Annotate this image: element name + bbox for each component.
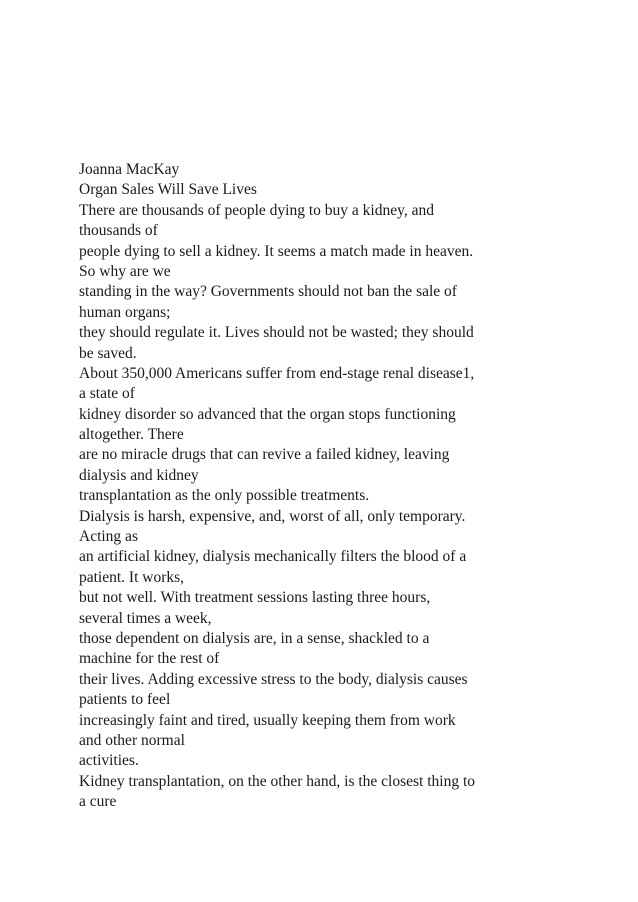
text-line: patients to feel [79,691,171,709]
text-line: are no miracle drugs that can revive a failed kidney, leaving [79,446,450,464]
text-line: Dialysis is harsh, expensive, and, worst of all, only temporary. [79,507,466,525]
text-line: a cure [79,793,117,811]
text-line: There are thousands of people dying to buy a kidney, and [79,201,434,219]
text-line: altogether. There [79,426,184,444]
text-line: So why are we [79,262,171,280]
text-line: and other normal [79,731,185,749]
text-line: an artificial kidney, dialysis mechanically filters the blood of a [79,548,467,566]
text-line: but not well. With treatment sessions lasting three hours, [79,589,431,607]
text-line: people dying to sell a kidney. It seems a match made in heaven. [79,242,474,260]
document-body [79,160,599,813]
text-line: dialysis and kidney [79,466,199,484]
text-line: Acting as [79,528,138,546]
text-line: transplantation as the only possible treatments. [79,487,370,505]
text-line: thousands of [79,222,158,240]
text-line: they should regulate it. Lives should not be wasted; they should [79,324,474,342]
text-line: be saved. [79,344,137,362]
text-line: increasingly faint and tired, usually keeping them from work [79,711,456,729]
text-line: those dependent on dialysis are, in a sense, shackled to a [79,629,430,647]
text-line: human organs; [79,303,171,321]
text-line: kidney disorder so advanced that the organ stops functioning [79,405,456,423]
text-line: their lives. Adding excessive stress to the body, dialysis causes [79,670,468,688]
text-line: Kidney transplantation, on the other hand, is the closest thing to [79,772,476,790]
text-line: standing in the way? Governments should not ban the sale of [79,283,457,301]
text-line: About 350,000 Americans suffer from end-stage renal disease1, [79,364,475,382]
text-line: activities. [79,752,139,770]
text-line: machine for the rest of [79,650,220,668]
essay-title: Organ Sales Will Save Lives [79,181,257,199]
text-line: a state of [79,385,135,403]
author-name: Joanna MacKay [79,161,180,178]
text-line: several times a week, [79,609,212,627]
text-line: patient. It works, [79,568,185,586]
